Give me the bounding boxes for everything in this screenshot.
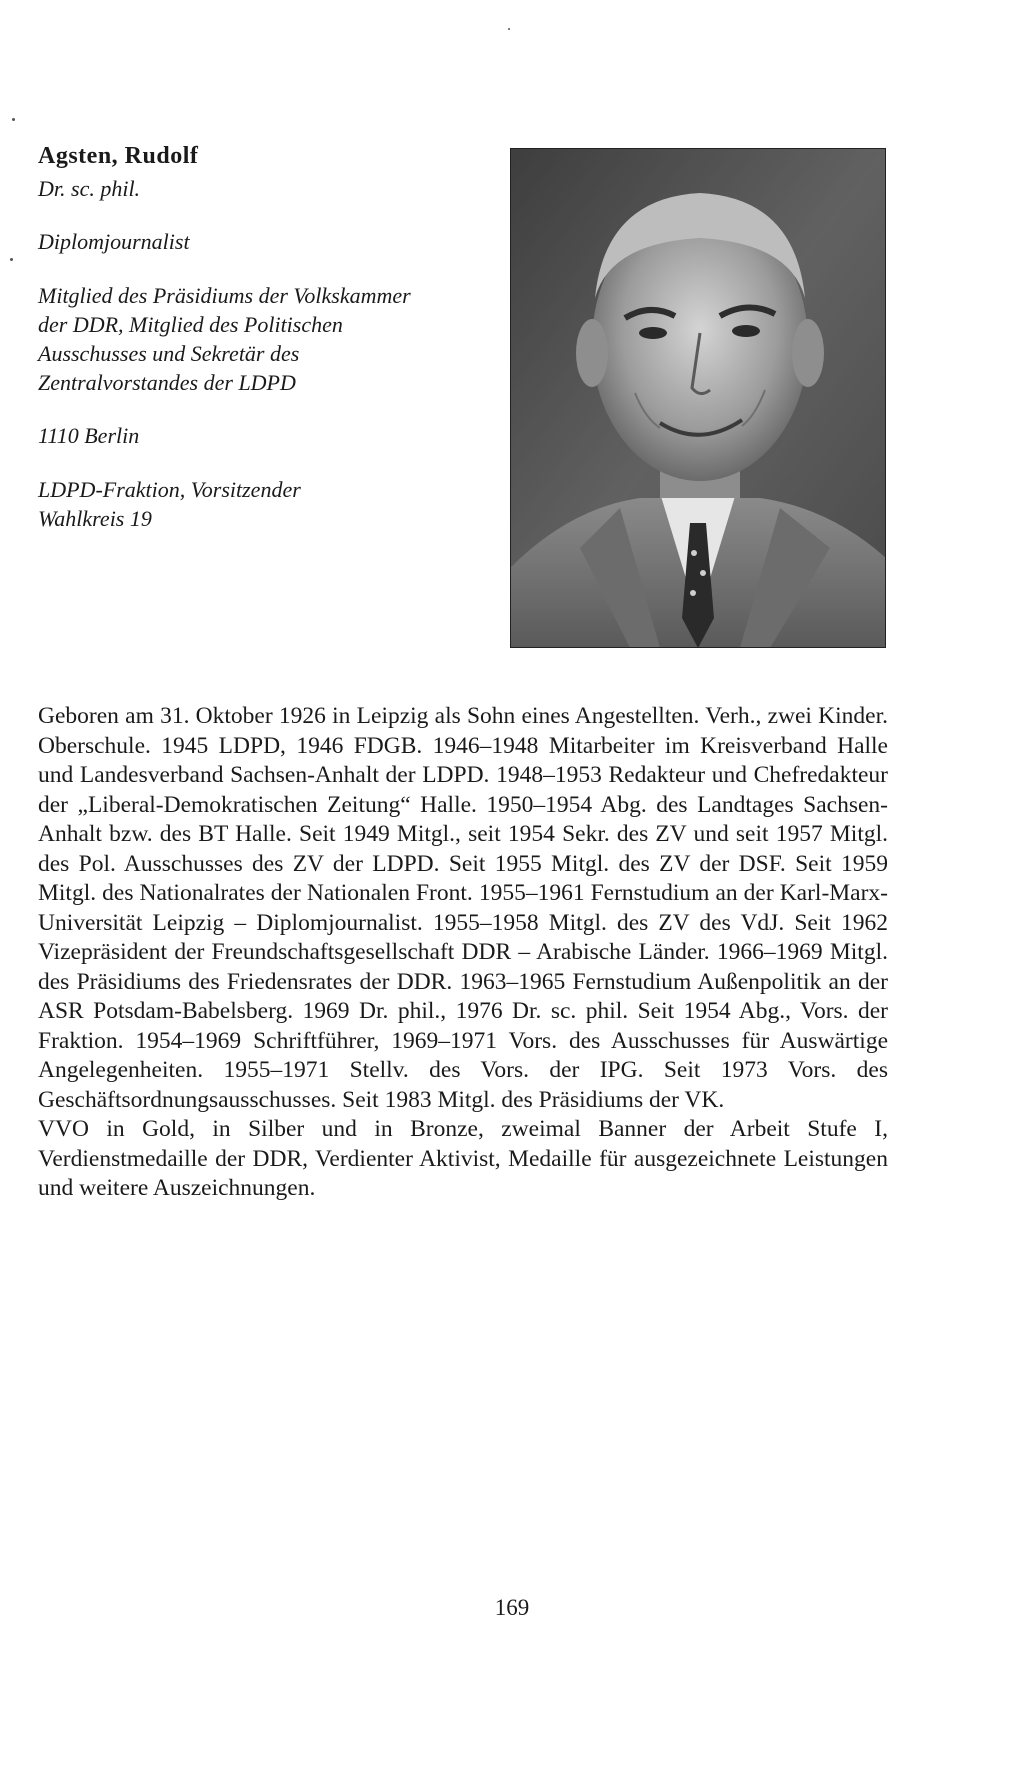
biography xyxy=(38,702,888,1204)
city: 1110 Berlin xyxy=(38,423,140,448)
functions: Mitglied des Präsidiums der Volkskammer der DDR, Mitglied des Politischen Ausschusses und Sekretär des Zentralvorstandes der LDPD xyxy=(38,283,411,395)
person-info-block xyxy=(38,174,418,533)
biography-text: Geboren am 31. Oktober 1926 in Leipzig als Sohn eines Angestellten. Verh., zwei Kinder. Oberschule. 1945 LDPD, 1946 FDGB. 1946–1948 Mitarbeiter im Kreisverband Halle und Landesverband Sachsen-Anhalt der LDPD. 1948–1953 Redakteur und Chefredakteur der „Liberal-Demokratischen Zeitung“ Halle. 1950–1954 Abg. des Landtages Sachsen-Anhalt bzw. des BT Halle. Seit 1949 Mitgl., seit 1954 Sekr. des ZV und seit 1957 Mitgl. des Pol. Ausschusses des ZV der LDPD. Seit 1955 Mitgl. des ZV der DSF. Seit 1959 Mitgl. des Nationalrates der Nationalen Front. 1955–1961 Fernstudium an der Karl-Marx-Universität Leipzig – Diplomjournalist. 1955–1958 Mitgl. des ZV des VdJ. Seit 1962 Vizepräsident der Freundschaftsgesellschaft DDR – Arabische Länder. 1966–1969 Mitgl. des Präsidiums des Friedensrates der DDR. 1963–1965 Fernstudium Außenpolitik an der ASR Potsdam-Babelsberg. 1969 Dr. phil., 1976 Dr. sc. phil. Seit 1954 Abg., Vors. der Fraktion. 1954–1969 Schriftführer, 1969–1971 Vors. des Ausschusses für Auswärtige Angelegenheiten. 1955–1971 Stellv. des Vors. der IPG. Seit 1973 Vors. des Geschäftsordnungsausschusses. Seit 1983 Mitgl. des Präsidiums der VK. xyxy=(38,703,888,1113)
fraction: LDPD-Fraktion, Vorsitzender xyxy=(38,477,301,502)
person-name: Agsten, Rudolf xyxy=(38,143,199,169)
scan-speck xyxy=(12,118,15,121)
page-number: 169 xyxy=(494,1595,530,1620)
scan-speck xyxy=(508,28,510,30)
portrait-image xyxy=(510,148,886,648)
scan-speck xyxy=(10,258,13,261)
portrait-photo xyxy=(510,148,886,648)
constituency: Wahlkreis 19 xyxy=(38,506,152,531)
profession: Diplomjournalist xyxy=(38,229,190,254)
academic-title: Dr. sc. phil. xyxy=(38,176,141,201)
awards-text: VVO in Gold, in Silber und in Bronze, zweimal Banner der Arbeit Stufe I, Verdienstmedaille der DDR, Verdienter Aktivist, Medaille für ausgezeichnete Leistungen und weitere Auszeichnungen. xyxy=(38,1116,888,1201)
